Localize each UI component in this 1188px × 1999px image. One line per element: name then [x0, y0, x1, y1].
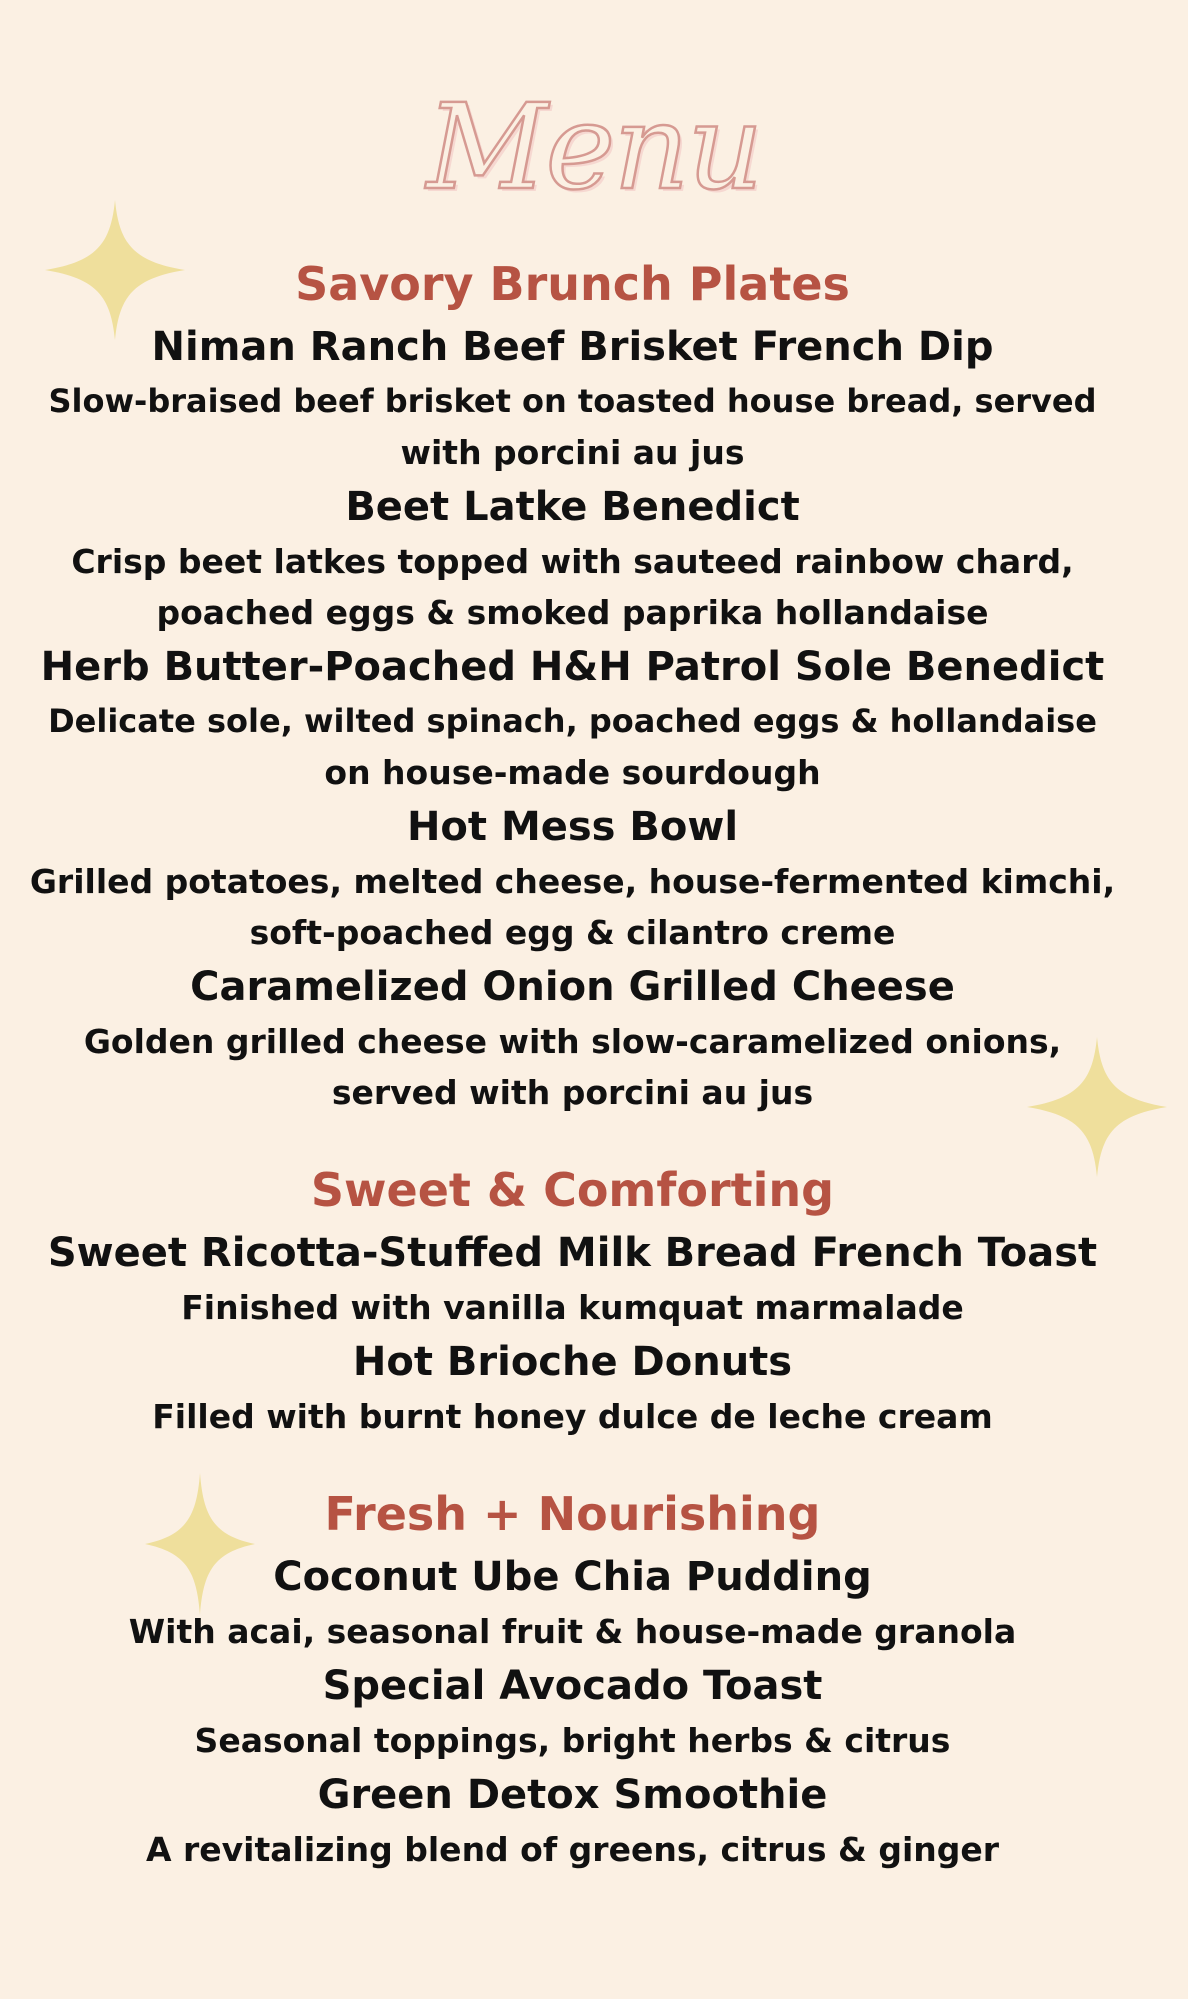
- menu-item-name: Niman Ranch Beef Brisket French Dip: [151, 324, 994, 370]
- menu-item-description-line: soft-poached egg & cilantro creme: [249, 913, 896, 952]
- section-title: Savory Brunch Plates: [295, 257, 850, 311]
- menu-item-name: Coconut Ube Chia Pudding: [273, 1554, 872, 1600]
- menu-content: [0, 250, 1145, 1875]
- menu-item-description-line: poached eggs & smoked paprika hollandaise: [156, 593, 989, 632]
- menu-item-name: Beet Latke Benedict: [345, 484, 800, 530]
- menu-header: [0, 72, 1188, 222]
- menu-item-name: Herb Butter-Poached H&H Patrol Sole Benedict: [40, 644, 1105, 690]
- menu-section-savory: [0, 250, 1145, 1118]
- menu-item-description-line: Finished with vanilla kumquat marmalade: [181, 1288, 964, 1327]
- menu-item: [0, 478, 1145, 638]
- menu-item-description-line: A revitalizing blend of greens, citrus & ginger: [145, 1830, 1000, 1869]
- menu-item-name: Caramelized Onion Grilled Cheese: [190, 964, 955, 1010]
- menu-item: [0, 1657, 1145, 1766]
- menu-section-sweet: [0, 1156, 1145, 1442]
- menu-item-name: Special Avocado Toast: [322, 1663, 823, 1709]
- menu-item-description-line: Delicate sole, wilted spinach, poached eggs & hollandaise: [48, 702, 1097, 740]
- menu-item-description-line: Grilled potatoes, melted cheese, house-fermented kimchi,: [29, 862, 1116, 901]
- menu-item-description-line: Crisp beet latkes topped with sauteed rainbow chard,: [71, 542, 1074, 581]
- menu-item-name: Green Detox Smoothie: [317, 1772, 828, 1818]
- section-title: Sweet & Comforting: [310, 1163, 835, 1217]
- menu-item-description-line: Filled with burnt honey dulce de leche cream: [152, 1397, 993, 1436]
- menu-item: [0, 798, 1145, 958]
- section-title: Fresh + Nourishing: [324, 1487, 821, 1541]
- menu-item-description-line: Slow-braised beef brisket on toasted house bread, served: [48, 382, 1097, 420]
- menu-item-description-line: on house-made sourdough: [324, 753, 821, 792]
- menu-item-description-line: Seasonal toppings, bright herbs & citrus: [194, 1721, 951, 1760]
- menu-item-description-line: With acai, seasonal fruit & house-made granola: [128, 1612, 1017, 1651]
- menu-section-fresh: [0, 1480, 1145, 1875]
- menu-item: [0, 318, 1145, 478]
- menu-item: [0, 1333, 1145, 1442]
- menu-item: [0, 638, 1145, 798]
- menu-item-description-line: Golden grilled cheese with slow-caramelized onions,: [83, 1022, 1062, 1061]
- menu-item-name: Sweet Ricotta-Stuffed Milk Bread French Toast: [47, 1230, 1098, 1276]
- menu-item-name: Hot Mess Bowl: [406, 804, 739, 850]
- menu-item-description-line: served with porcini au jus: [331, 1073, 814, 1112]
- menu-item-name: Hot Brioche Donuts: [352, 1339, 793, 1385]
- menu-item: [0, 1224, 1145, 1333]
- menu-title: Menu: [426, 78, 762, 216]
- menu-item: [0, 1766, 1145, 1875]
- menu-item: [0, 958, 1145, 1118]
- menu-item: [0, 1548, 1145, 1657]
- menu-item-description-line: with porcini au jus: [400, 433, 745, 472]
